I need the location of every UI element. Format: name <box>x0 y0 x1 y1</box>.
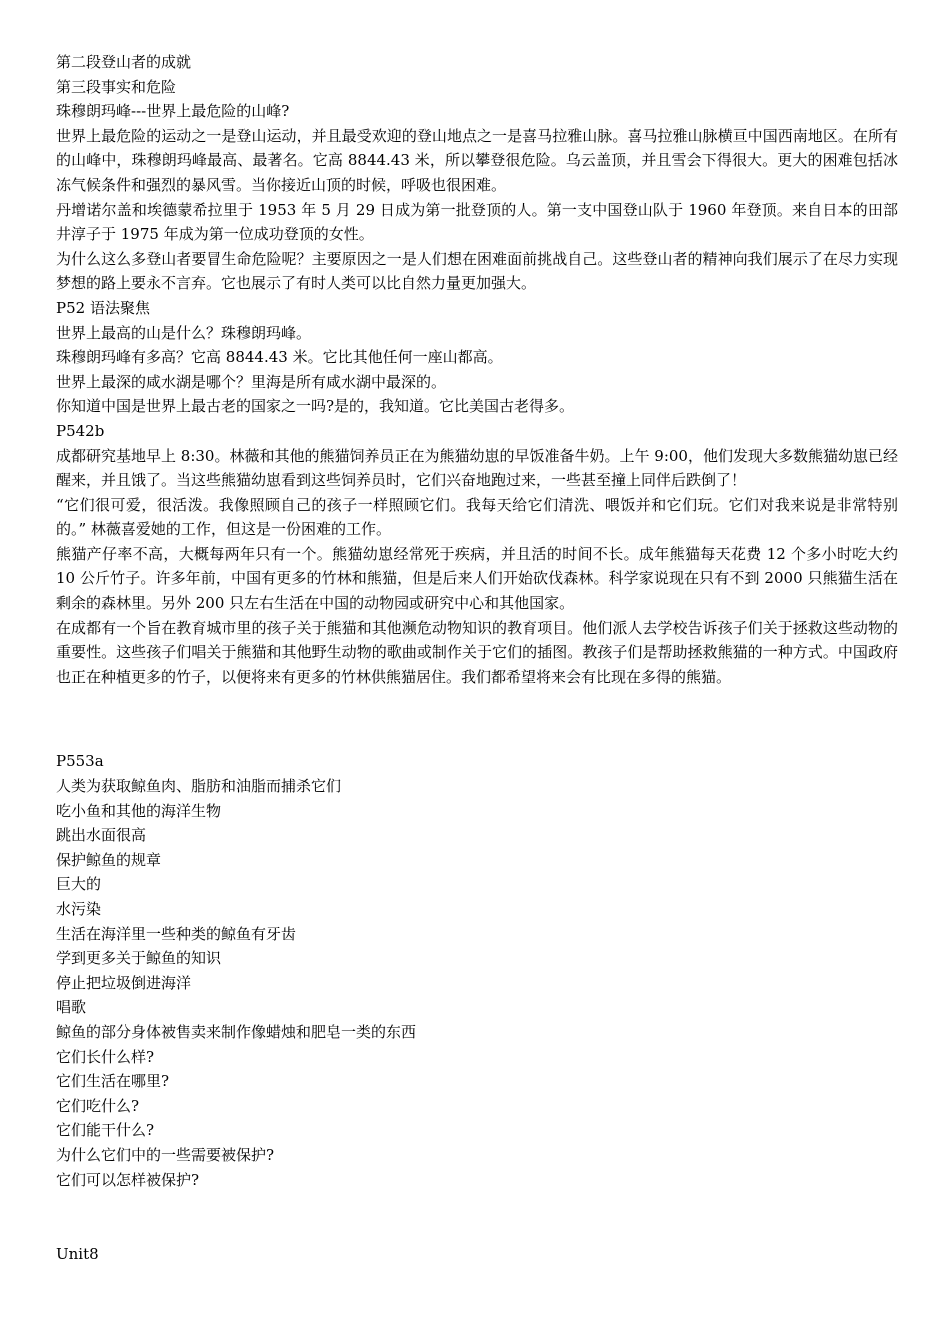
text-line: 世界上最深的咸水湖是哪个？里海是所有咸水湖中最深的。 <box>56 372 447 391</box>
paragraph: 丹增诺尔盖和埃德蒙希拉里于 1953 年 5 月 29 日成为第一批登顶的人。第一支中国登山队于 1960 年登顶。来自日本的田部井淳子于 1975 年成为第一位成功登顶的女性。 <box>56 200 898 244</box>
paragraph: 熊猫产仔率不高，大概每两年只有一个。熊猫幼崽经常死于疾病，并且活的时间不长。成年熊猫每天花费 12 个多小时吃大约 10 公斤竹子。许多年前，中国有更多的竹林和熊猫，但是后来人们开始砍伐森林。科学家说现在只有不到 2000 只熊猫生活在剩余的森林里。另外 200 只左右生活在中国的动物园或研究中心和其他国家。 <box>56 544 898 613</box>
section-label: P52 语法聚焦 <box>56 298 150 317</box>
list-item: 吃小鱼和其他的海洋生物 <box>56 801 222 820</box>
list-item: 巨大的 <box>56 875 102 894</box>
list-item: 跳出水面很高 <box>56 826 147 845</box>
list-item: 学到更多关于鲸鱼的知识 <box>56 949 222 968</box>
list-item: 停止把垃圾倒进海洋 <box>56 973 192 992</box>
list-item: 人类为获取鲸鱼肉、脂肪和油脂而捕杀它们 <box>56 777 342 796</box>
unit-heading: Unit8 <box>56 1245 99 1264</box>
text-line: 珠穆朗玛峰有多高？它高 8844.43 米。它比其他任何一座山都高。 <box>56 348 503 367</box>
list-item: 生活在海洋里一些种类的鲸鱼有牙齿 <box>56 924 297 943</box>
document-page <box>56 50 898 1267</box>
question-line: 它们生活在哪里? <box>56 1072 170 1091</box>
paragraph: 在成都有一个旨在教育城市里的孩子关于熊猫和其他濒危动物知识的教育项目。他们派人去学校告诉孩子们关于拯救这些动物的重要性。这些孩子们唱关于熊猫和其他野生动物的歌曲或制作关于它们的插图。教孩子们是帮助拯救熊猫的一种方式。中国政府也正在种植更多的竹子，以便将来有更多的竹林供熊猫居住。我们都希望将来会有比现在多得的熊猫。 <box>56 618 898 686</box>
paragraph: 成都研究基地早上 8:30。林薇和其他的熊猫饲养员正在为熊猫幼崽的早饭准备牛奶。上午 9:00，他们发现大多数熊猫幼崽已经醒来，并且饿了。当这些熊猫幼崽看到这些饲养员时，它们兴奋地跑过来，一些甚至撞上同伴后跌倒了！ <box>56 446 898 490</box>
blank-space <box>56 1192 898 1242</box>
blank-space <box>56 689 898 749</box>
question-line: 为什么它们中的一些需要被保护? <box>56 1145 275 1164</box>
passage-title: 珠穆朗玛峰---世界上最危险的山峰? <box>56 102 290 121</box>
section-label: P542b <box>56 421 105 440</box>
question-line: 它们可以怎样被保护? <box>56 1170 200 1189</box>
text-line: 你知道中国是世界上最古老的国家之一吗?是的，我知道。它比美国古老得多。 <box>56 397 575 416</box>
list-item: 鲸鱼的部分身体被售卖来制作像蜡烛和肥皂一类的东西 <box>56 1022 417 1041</box>
text-line: 世界上最高的山是什么？珠穆朗玛峰。 <box>56 323 312 342</box>
question-line: 它们长什么样? <box>56 1047 155 1066</box>
paragraph: 为什么这么多登山者要冒生命危险呢？主要原因之一是人们想在困难面前挑战自己。这些登山者的精神向我们展示了在尽力实现梦想的路上要永不言弃。它也展示了有时人类可以比自然力量更加强大。 <box>56 249 898 293</box>
section-label: P553a <box>56 752 104 771</box>
list-item: 保护鲸鱼的规章 <box>56 850 162 869</box>
heading-line: 第二段登山者的成就 <box>56 53 192 71</box>
list-item: 唱歌 <box>56 998 87 1017</box>
paragraph: “它们很可爱，很活泼。我像照顾自己的孩子一样照顾它们。我每天给它们清洗、喂饭并和它们玩。它们对我来说是非常特别的。” 林薇喜爱她的工作，但这是一份困难的工作。 <box>56 495 898 539</box>
paragraph: 世界上最危险的运动之一是登山运动，并且最受欢迎的登山地点之一是喜马拉雅山脉。喜马拉雅山脉横亘中国西南地区。在所有的山峰中，珠穆朗玛峰最高、最著名。它高 8844.43 米，所以攀登很危险。乌云盖顶，并且雪会下得很大。更大的困难包括冰冻气候条件和强烈的暴风雪。当你接近山顶的时候，呼吸也很困难。 <box>56 126 898 194</box>
question-line: 它们能干什么? <box>56 1121 155 1140</box>
heading-line: 第三段事实和危险 <box>56 77 177 96</box>
question-line: 它们吃什么? <box>56 1096 140 1115</box>
list-item: 水污染 <box>56 900 102 918</box>
